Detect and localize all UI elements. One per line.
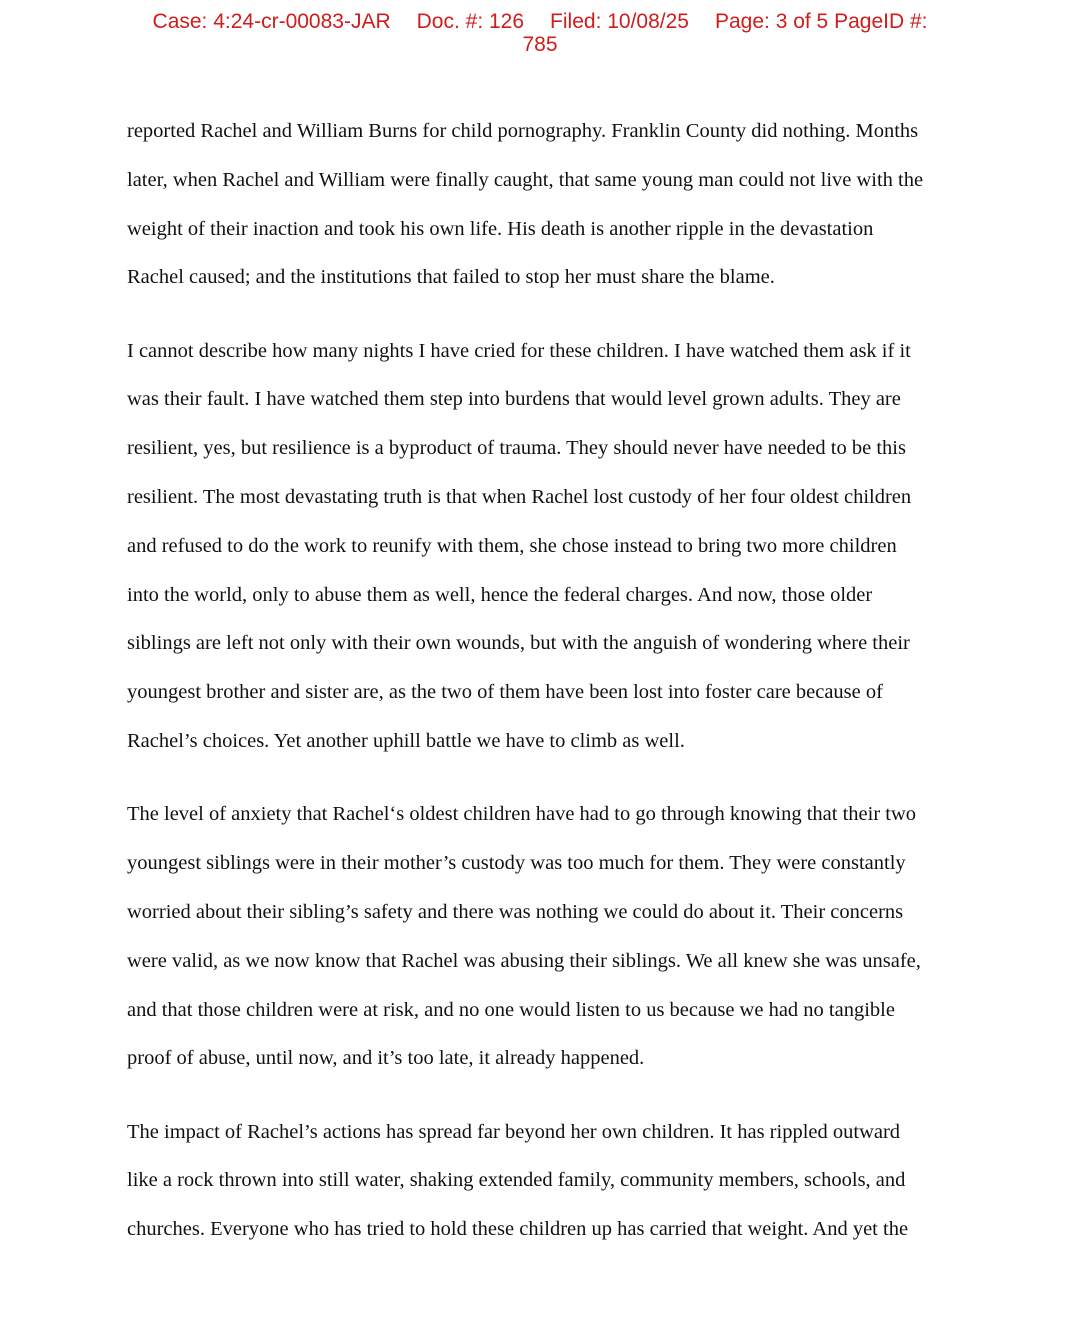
text-line: and that those children were at risk, and no one would listen to us because we had no tangible: [127, 998, 895, 1021]
text-line: The impact of Rachel’s actions has spread far beyond her own children. It has rippled outward: [127, 1120, 901, 1143]
paragraph-2: [127, 330, 957, 769]
document-number: Doc. #: 126: [416, 10, 525, 33]
text-line: siblings are left not only with their own wounds, but with the anguish of wondering where their: [127, 632, 910, 655]
text-line: worried about their sibling’s safety and there was nothing we could do about it. Their concerns: [127, 900, 904, 923]
text-line: resilient. The most devastating truth is that when Rachel lost custody of her four oldest children: [127, 486, 912, 509]
text-line: churches. Everyone who has tried to hold these children up has carried that weight. And yet the: [127, 1218, 909, 1241]
text-line: resilient, yes, but resilience is a byproduct of trauma. They should never have needed to be this: [127, 437, 906, 460]
text-line: youngest siblings were in their mother’s custody was too much for them. They were constantly: [127, 852, 906, 875]
text-line: later, when Rachel and William were finally caught, that same young man could not live with the: [127, 168, 924, 191]
page-id: 785: [522, 33, 558, 56]
text-line: youngest brother and sister are, as the two of them have been lost into foster care because of: [127, 681, 883, 704]
text-line: I cannot describe how many nights I have cried for these children. I have watched them ask if it: [127, 339, 911, 362]
text-line: Rachel caused; and the institutions that failed to stop her must share the blame.: [127, 266, 775, 289]
text-line: were valid, as we now know that Rachel was abusing their siblings. We all knew she was unsafe,: [127, 949, 921, 972]
paragraph-3: [127, 793, 957, 1086]
filed-date: Filed: 10/08/25: [550, 10, 689, 33]
text-line: and refused to do the work to reunify with them, she chose instead to bring two more children: [127, 534, 897, 557]
text-line: like a rock thrown into still water, shaking extended family, community members, schools, and: [127, 1169, 906, 1192]
text-line: The level of anxiety that Rachel‘s oldest children have had to go through knowing that their two: [127, 803, 917, 826]
paragraph-4: [127, 1111, 957, 1257]
page-number: Page: 3 of 5 PageID #:: [714, 10, 928, 33]
text-line: Rachel’s choices. Yet another uphill battle we have to climb as well.: [127, 730, 685, 753]
case-number: Case: 4:24-cr-00083-JAR: [152, 10, 391, 33]
text-line: proof of abuse, until now, and it’s too late, it already happened.: [127, 1047, 645, 1070]
paragraph-1: [127, 110, 957, 305]
court-filing-header: [0, 10, 1080, 56]
text-line: weight of their inaction and took his own life. His death is another ripple in the devastation: [127, 217, 874, 240]
text-line: reported Rachel and William Burns for child pornography. Franklin County did nothing. Months: [127, 120, 919, 142]
letter-body: [127, 110, 957, 1257]
text-line: into the world, only to abuse them as well, hence the federal charges. And now, those older: [127, 583, 873, 606]
text-line: was their fault. I have watched them step into burdens that would level grown adults. They are: [127, 388, 901, 411]
